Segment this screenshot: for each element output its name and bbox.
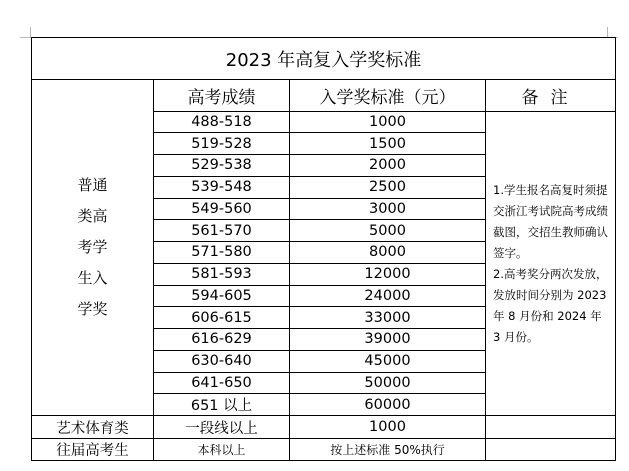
score-range-cell: 606-615 — [154, 307, 290, 329]
arts-sports-award: 1000 — [290, 416, 486, 438]
award-amount-cell: 45000 — [290, 350, 486, 372]
arts-sports-row — [32, 416, 616, 438]
repeat-student-award: 按上述标准 50%执行 — [290, 438, 486, 460]
award-standard-table — [31, 37, 616, 461]
award-amount-cell: 24000 — [290, 285, 486, 307]
side-label-line: 考学 — [77, 238, 108, 257]
header-score: 高考成绩 — [154, 80, 290, 111]
score-range-cell: 519-528 — [154, 133, 290, 155]
repeat-student-label: 往届高考生 — [32, 438, 154, 460]
score-range-cell: 549-560 — [154, 198, 290, 220]
score-range-cell: 571-580 — [154, 242, 290, 264]
arts-sports-score: 一段线以上 — [154, 416, 290, 438]
award-amount-cell: 12000 — [290, 263, 486, 285]
score-range-cell: 651 以上 — [154, 394, 290, 416]
award-amount-cell: 3000 — [290, 198, 486, 220]
side-label-line: 学奖 — [77, 300, 108, 319]
score-range-cell: 539-548 — [154, 176, 290, 198]
repeat-student-note-empty — [486, 438, 616, 460]
award-amount-cell: 33000 — [290, 307, 486, 329]
score-range-cell: 529-538 — [154, 155, 290, 177]
award-amount-cell: 39000 — [290, 329, 486, 351]
award-amount-cell: 2000 — [290, 155, 486, 177]
award-amount-cell: 1500 — [290, 133, 486, 155]
notes-cell — [486, 111, 616, 416]
award-amount-cell: 5000 — [290, 220, 486, 242]
arts-sports-note-empty — [486, 416, 616, 438]
header-award: 入学奖标准（元） — [290, 80, 486, 111]
score-range-cell: 616-629 — [154, 329, 290, 351]
header-note: 备注 — [486, 80, 616, 111]
award-amount-cell: 8000 — [290, 242, 486, 264]
score-range-cell: 630-640 — [154, 350, 290, 372]
table-title: 2023 年高复入学奖标准 — [32, 38, 616, 80]
score-range-cell: 488-518 — [154, 111, 290, 133]
note-paragraph: 2.高考奖分两次发放，发放时间分别为 2023 年 8 月份和 2024 年 3 月份。 — [493, 266, 608, 344]
award-amount-cell: 50000 — [290, 372, 486, 394]
repeat-student-score: 本科以上 — [154, 438, 290, 460]
award-amount-cell: 2500 — [290, 176, 486, 198]
page-corner-mark-left — [20, 27, 31, 38]
side-label-line: 生入 — [77, 269, 108, 288]
general-category-label — [32, 80, 154, 416]
note-paragraph: 1.学生报名高复时须提交浙江考试院高考成绩截图，交招生教师确认签字。 — [493, 182, 608, 260]
repeat-student-row — [32, 438, 616, 460]
side-label-line: 类高 — [77, 207, 108, 226]
score-range-cell: 594-605 — [154, 285, 290, 307]
score-range-cell: 581-593 — [154, 263, 290, 285]
award-amount-cell: 60000 — [290, 394, 486, 416]
score-range-cell: 561-570 — [154, 220, 290, 242]
award-amount-cell: 1000 — [290, 111, 486, 133]
arts-sports-label: 艺术体育类 — [32, 416, 154, 438]
score-range-cell: 641-650 — [154, 372, 290, 394]
side-label-line: 普通 — [77, 176, 108, 195]
